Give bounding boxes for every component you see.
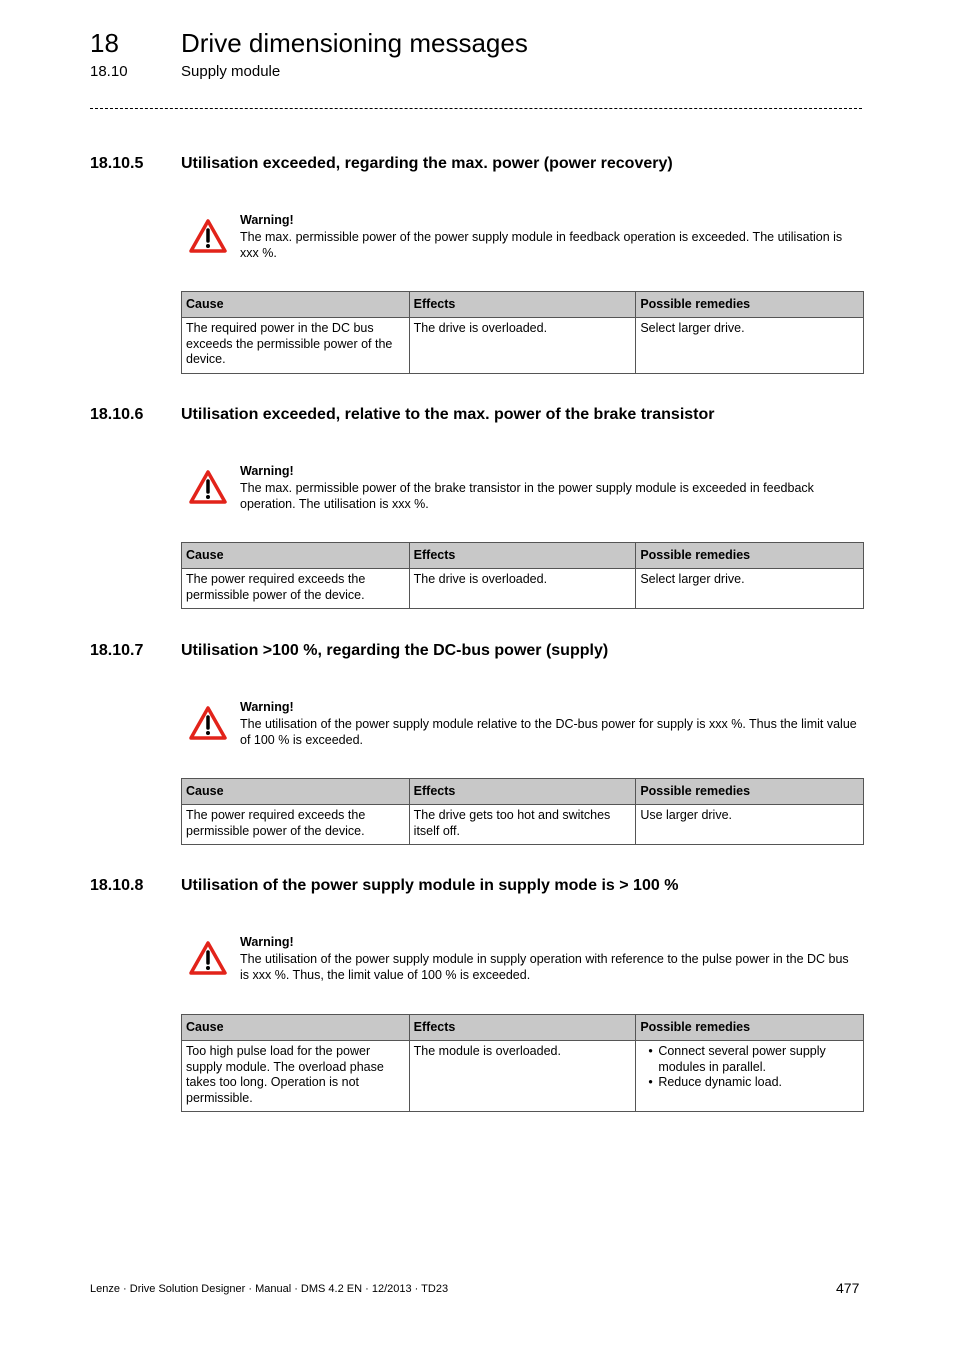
effects-cell: The module is overloaded. xyxy=(409,1041,636,1112)
warning-icon xyxy=(189,706,227,740)
subsection-number: 18.10.5 xyxy=(90,155,144,172)
warning-text: The utilisation of the power supply module relative to the DC-bus power for supply is xxx %. Thus the limit value of 100 % is exceeded. xyxy=(240,717,857,747)
footer-text: Lenze · Drive Solution Designer · Manual · DMS 4.2 EN · 12/2013 · TD23 xyxy=(90,1283,449,1295)
subsection-title: Utilisation of the power supply module in supply mode is > 100 % xyxy=(181,877,679,894)
effects-cell: The drive gets too hot and switches itself off. xyxy=(409,805,636,845)
effects-header: Effects xyxy=(409,292,636,318)
remedies-header: Possible remedies xyxy=(636,292,864,318)
remedies-cell: Select larger drive. xyxy=(636,569,864,609)
remedy-item: • Reduce dynamic load. xyxy=(658,1075,859,1091)
section-title: Supply module xyxy=(181,63,281,80)
warning-text: The utilisation of the power supply module in supply operation with reference to the pulse power in the DC bus is xxx %. Thus, the limit value of 100 % is exceeded. xyxy=(240,952,849,982)
message-table xyxy=(181,778,864,845)
warning-label: Warning! xyxy=(240,464,294,478)
cause-header: Cause xyxy=(182,543,410,569)
header-divider xyxy=(90,108,862,109)
effects-cell: The drive is overloaded. xyxy=(409,569,636,609)
remedies-cell: Use larger drive. xyxy=(636,805,864,845)
effects-header: Effects xyxy=(409,543,636,569)
message-table xyxy=(181,542,864,609)
cause-header: Cause xyxy=(182,1015,410,1041)
cause-cell: The required power in the DC bus exceeds the permissible power of the device. xyxy=(182,318,410,374)
subsection-title: Utilisation exceeded, regarding the max. power (power recovery) xyxy=(181,155,673,172)
remedies-list xyxy=(640,1044,859,1091)
cause-header: Cause xyxy=(182,779,410,805)
effects-cell: The drive is overloaded. xyxy=(409,318,636,374)
message-table xyxy=(181,1014,864,1112)
warning-label: Warning! xyxy=(240,935,294,949)
effects-header: Effects xyxy=(409,1015,636,1041)
subsection-title: Utilisation >100 %, regarding the DC-bus power (supply) xyxy=(181,642,609,659)
warning-text: The max. permissible power of the brake transistor in the power supply module is exceeded in feedback operation. The utilisation is xxx %. xyxy=(240,481,814,511)
subsection-number: 18.10.6 xyxy=(90,406,144,423)
cause-cell: The power required exceeds the permissible power of the device. xyxy=(182,569,410,609)
remedies-header: Possible remedies xyxy=(636,779,864,805)
cause-cell: The power required exceeds the permissible power of the device. xyxy=(182,805,410,845)
cause-cell: Too high pulse load for the power supply module. The overload phase takes too long. Operation is not permissible. xyxy=(182,1041,410,1112)
subsection-number: 18.10.7 xyxy=(90,642,144,659)
warning-icon xyxy=(189,941,227,975)
chapter-number: 18 xyxy=(90,28,119,58)
subsection-title: Utilisation exceeded, relative to the max. power of the brake transistor xyxy=(181,406,715,423)
section-number: 18.10 xyxy=(90,63,128,80)
chapter-title: Drive dimensioning messages xyxy=(181,28,528,58)
remedies-header: Possible remedies xyxy=(636,543,864,569)
warning-text: The max. permissible power of the power supply module in feedback operation is exceeded. The utilisation is xxx %. xyxy=(240,230,843,260)
remedies-header: Possible remedies xyxy=(636,1015,864,1041)
page-number: 477 xyxy=(836,1280,860,1296)
remedies-cell xyxy=(636,1041,864,1112)
remedy-item: • Connect several power supply modules in parallel. xyxy=(658,1044,859,1075)
warning-label: Warning! xyxy=(240,700,294,714)
message-table xyxy=(181,291,864,374)
subsection-number: 18.10.8 xyxy=(90,877,144,894)
warning-label: Warning! xyxy=(240,213,294,227)
effects-header: Effects xyxy=(409,779,636,805)
warning-icon xyxy=(189,470,227,504)
cause-header: Cause xyxy=(182,292,410,318)
remedies-cell: Select larger drive. xyxy=(636,318,864,374)
warning-icon xyxy=(189,219,227,253)
